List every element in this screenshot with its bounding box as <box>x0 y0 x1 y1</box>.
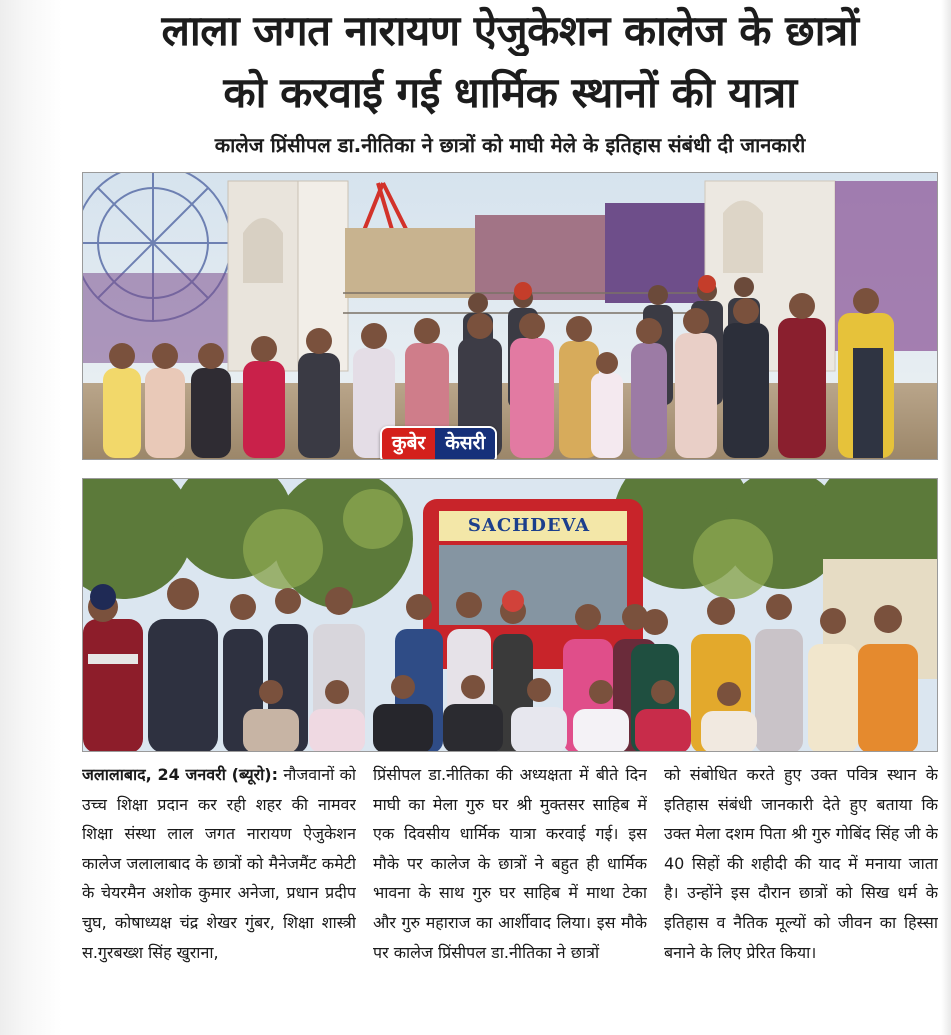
article-column-2: प्रिंसीपल डा.नीतिका की अध्यक्षता में बीते दिन माघी का मेला गुरु घर श्री मुक्तसर साहिब में एक दिवसीय धार्मिक यात्रा करवाई गई। इस मौके पर कालेज के छात्रों ने बहुत ही धार्मिक भावना के साथ गुरु घर साहिब में माथा टेका और गुरु महाराज का आर्शीवाद लिया। इस मौके पर कालेज प्रिंसीपल डा.नीतिका ने छात्रों <box>373 765 647 962</box>
photo-group-with-bus <box>82 478 938 752</box>
bus-destination-sign: SACHDEVA <box>467 515 591 536</box>
article-body <box>82 760 938 1032</box>
article-column-1 <box>82 760 356 1032</box>
headline-line-2: को करवाई गई धार्मिक स्थानों की यात्रा <box>223 68 797 117</box>
headline-line-1: लाला जगत नारायण ऐजुकेशन कालेज के छात्रों <box>161 6 859 55</box>
subheadline: कालेज प्रिंसीपल डा.नीतिका ने छात्रों को माघी मेले के इतिहास संबंधी दी जानकारी <box>214 133 806 157</box>
watermark-right: केसरी <box>435 428 495 460</box>
fair-scene-illustration <box>83 173 938 460</box>
page-edge-shadow <box>941 0 951 1035</box>
newspaper-watermark <box>380 426 497 460</box>
column-1-text: नौजवानों को उच्च शिक्षा प्रदान कर रही शहर की नामवर शिक्षा संस्था लाल जगत नारायण ऐजुकेशन कालेज जलालाबाद के छात्रों को मैनेजमैंट कमेटी के चेयरमैन अशोक कुमार अनेजा, प्रधान प्रदीप चुघ, कोषाध्यक्ष चंद्र शेखर गुंबर, शिक्षा शास्त्री स.गुरबख्श सिंह खुराना, <box>82 765 356 962</box>
watermark-left: कुबेर <box>382 428 435 460</box>
photo-group-at-fair <box>82 172 938 460</box>
article-column-3: को संबोधित करते हुए उक्त पवित्र स्थान के इतिहास संबंधी जानकारी देते हुए बताया कि उक्त मेला दशम पिता श्री गुरु गोबिंद सिंह जी के 40 सिहों की शहीदी की याद में मनाया जाता है। उन्होंने इस दौरान छात्रों को सिख धर्म के इतिहास व नैतिक मूल्यों को जीवन का हिस्सा बनाने के लिए प्रेरित किया। <box>664 765 938 962</box>
adjacent-page-margin <box>0 0 62 1035</box>
dateline: जलालाबाद, 24 जनवरी (ब्यूरो): <box>82 765 279 784</box>
